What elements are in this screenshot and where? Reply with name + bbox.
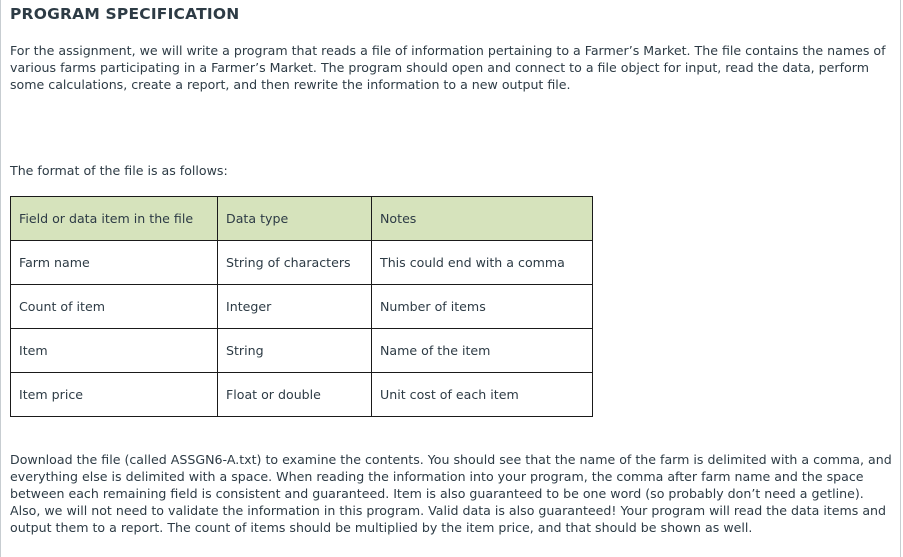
table-cell: Count of item: [11, 285, 218, 329]
table-header-row: [11, 197, 593, 241]
table-cell: Item: [11, 329, 218, 373]
download-instructions-paragraph: Download the file (called ASSGN6-A.txt) to examine the contents. You should see that the name of the farm is delimited with a comma, and everything else is delimited with a space. When reading the information into your program, the comma after farm name and the space between each remaining field is consistent and guaranteed. Item is also guaranteed to be one word (so probably don’t need a getline). Also, we will not need to validate the information in this program. Valid data is also guaranteed! Your program will read the data items and output them to a report. The count of items should be multiplied by the item price, and that should be shown as well.: [10, 452, 892, 535]
file-format-table: [10, 196, 593, 417]
format-intro-paragraph: The format of the file is as follows:: [10, 163, 228, 178]
table-cell: Item price: [11, 373, 218, 417]
table-row: [11, 373, 593, 417]
table-cell: Integer: [218, 285, 372, 329]
table-cell: String of characters: [218, 241, 372, 285]
table-cell: String: [218, 329, 372, 373]
header-cell-field: Field or data item in the file: [11, 197, 218, 241]
table-cell: Unit cost of each item: [372, 373, 593, 417]
intro-paragraph: For the assignment, we will write a program that reads a file of information pertaining to a Farmer’s Market. The file contains the names of various farms participating in a Farmer’s Market. The program should open and connect to a file object for input, read the data, perform some calculations, create a report, and then rewrite the information to a new output file.: [10, 43, 886, 92]
header-cell-notes: Notes: [372, 197, 593, 241]
table-cell: Float or double: [218, 373, 372, 417]
table-row: [11, 241, 593, 285]
table-cell: Name of the item: [372, 329, 593, 373]
table-cell: Number of items: [372, 285, 593, 329]
page-title: PROGRAM SPECIFICATION: [10, 5, 240, 23]
table-cell: Farm name: [11, 241, 218, 285]
table-row: [11, 285, 593, 329]
table-cell: This could end with a comma: [372, 241, 593, 285]
header-cell-data-type: Data type: [218, 197, 372, 241]
table-row: [11, 329, 593, 373]
